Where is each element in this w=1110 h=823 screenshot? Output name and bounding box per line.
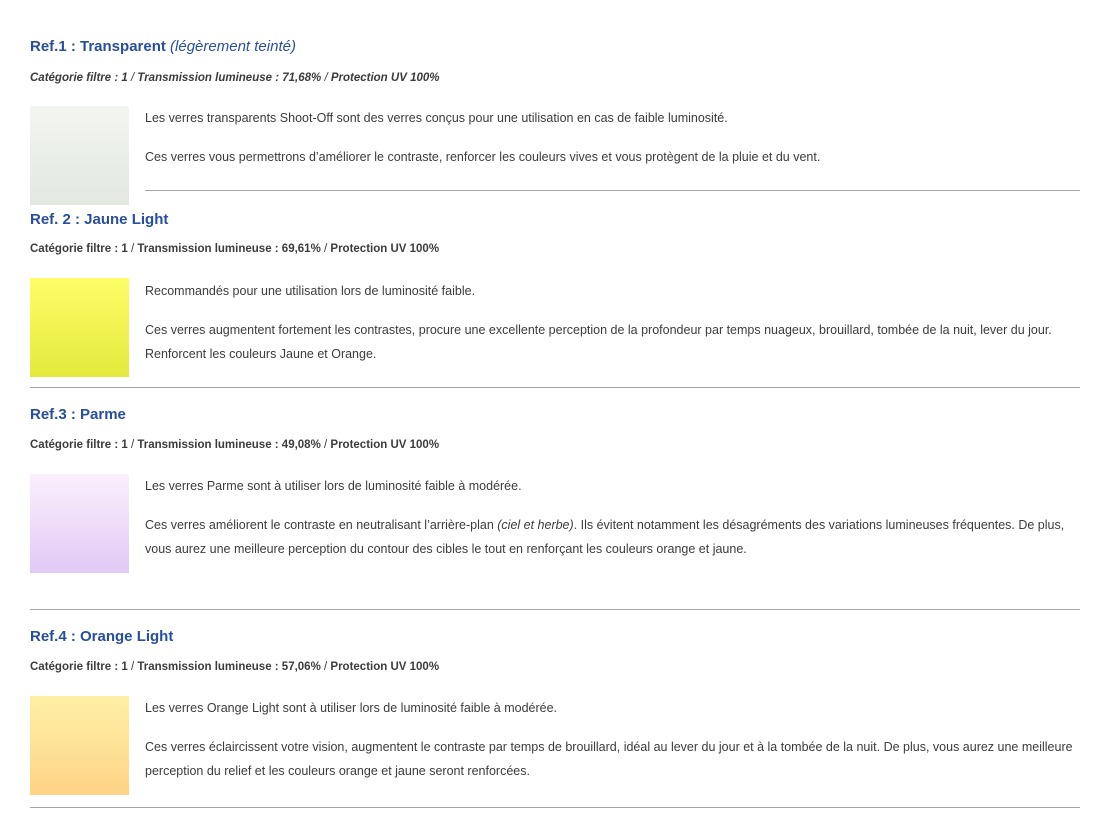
ref-1-title-main: Ref.1 : Transparent xyxy=(30,38,166,55)
ref-3-category: Catégorie filtre : 1 xyxy=(30,439,128,451)
ref-4-description-2: Ces verres éclaircissent votre vision, augmentent le contraste par temps de brouillard, idéal au lever du jour et à la tombée de la nuit. De plus, vous aurez une meilleure perception du relief et les couleurs orange et jaune seront renforcées. xyxy=(145,740,1073,778)
ref-2-uv: Protection UV 100% xyxy=(330,243,440,255)
ref-3-description-2-emphasis: (ciel et herbe) xyxy=(497,518,574,532)
ref-3-transmission: Transmission lumineuse : 49,08% xyxy=(137,439,321,451)
lens-swatch-orange xyxy=(30,696,129,795)
meta-separator: / xyxy=(127,72,138,84)
ref-3-title: Ref.3 : Parme xyxy=(30,406,126,423)
meta-separator: / xyxy=(127,661,138,673)
ref-2-category: Catégorie filtre : 1 xyxy=(30,243,128,255)
meta-separator: / xyxy=(320,661,331,673)
ref-4-title: Ref.4 : Orange Light xyxy=(30,628,174,645)
meta-separator: / xyxy=(127,243,138,255)
ref-1-category: Catégorie filtre : 1 xyxy=(30,72,128,84)
ref-4-section xyxy=(30,0,1080,810)
ref-4-meta xyxy=(30,661,439,673)
ref-4-description-1: Les verres Orange Light sont à utiliser lors de luminosité faible à modérée. xyxy=(145,701,558,715)
ref-2-title: Ref. 2 : Jaune Light xyxy=(30,211,169,228)
ref-3-description-2-end: . Ils évitent notamment les désagréments des variations lumineuses fréquentes. De plus, vous aurez une meilleure perception du contour des cibles le tout en renforçant les couleurs orange et jaune. xyxy=(145,518,1065,556)
meta-separator: / xyxy=(320,243,331,255)
ref-1-transmission: Transmission lumineuse : 71,68% xyxy=(137,72,322,84)
ref-4-category: Catégorie filtre : 1 xyxy=(30,661,128,673)
ref-4-uv: Protection UV 100% xyxy=(330,661,440,673)
ref-3-uv: Protection UV 100% xyxy=(330,439,440,451)
ref-2-description-1: Recommandés pour une utilisation lors de luminosité faible. xyxy=(145,284,476,298)
ref-2-description-2: Ces verres augmentent fortement les contrastes, procure une excellente perception de la profondeur par temps nuageux, brouillard, tombée de la nuit, lever du jour. Renforcent les couleurs Jaune et Orange. xyxy=(145,323,1052,361)
ref-4-transmission: Transmission lumineuse : 57,06% xyxy=(137,661,321,673)
meta-separator: / xyxy=(127,439,138,451)
ref-3-description-1: Les verres Parme sont à utiliser lors de luminosité faible à modérée. xyxy=(145,479,522,493)
ref-1-description-1: Les verres transparents Shoot-Off sont des verres conçus pour une utilisation en cas de faible luminosité. xyxy=(145,111,728,125)
ref-2-transmission: Transmission lumineuse : 69,61% xyxy=(137,243,321,255)
ref-1-title-note: (légèrement teinté) xyxy=(170,38,296,55)
ref-1-uv: Protection UV 100% xyxy=(330,72,440,84)
meta-separator: / xyxy=(321,72,331,84)
ref-3-description-2-start: Ces verres améliorent le contraste en neutralisant l’arrière-plan xyxy=(145,518,498,532)
ref-1-description-2: Ces verres vous permettrons d’améliorer le contraste, renforcer les couleurs vives et vous protègent de la pluie et du vent. xyxy=(145,150,821,164)
meta-separator: / xyxy=(320,439,331,451)
divider xyxy=(30,807,1080,808)
